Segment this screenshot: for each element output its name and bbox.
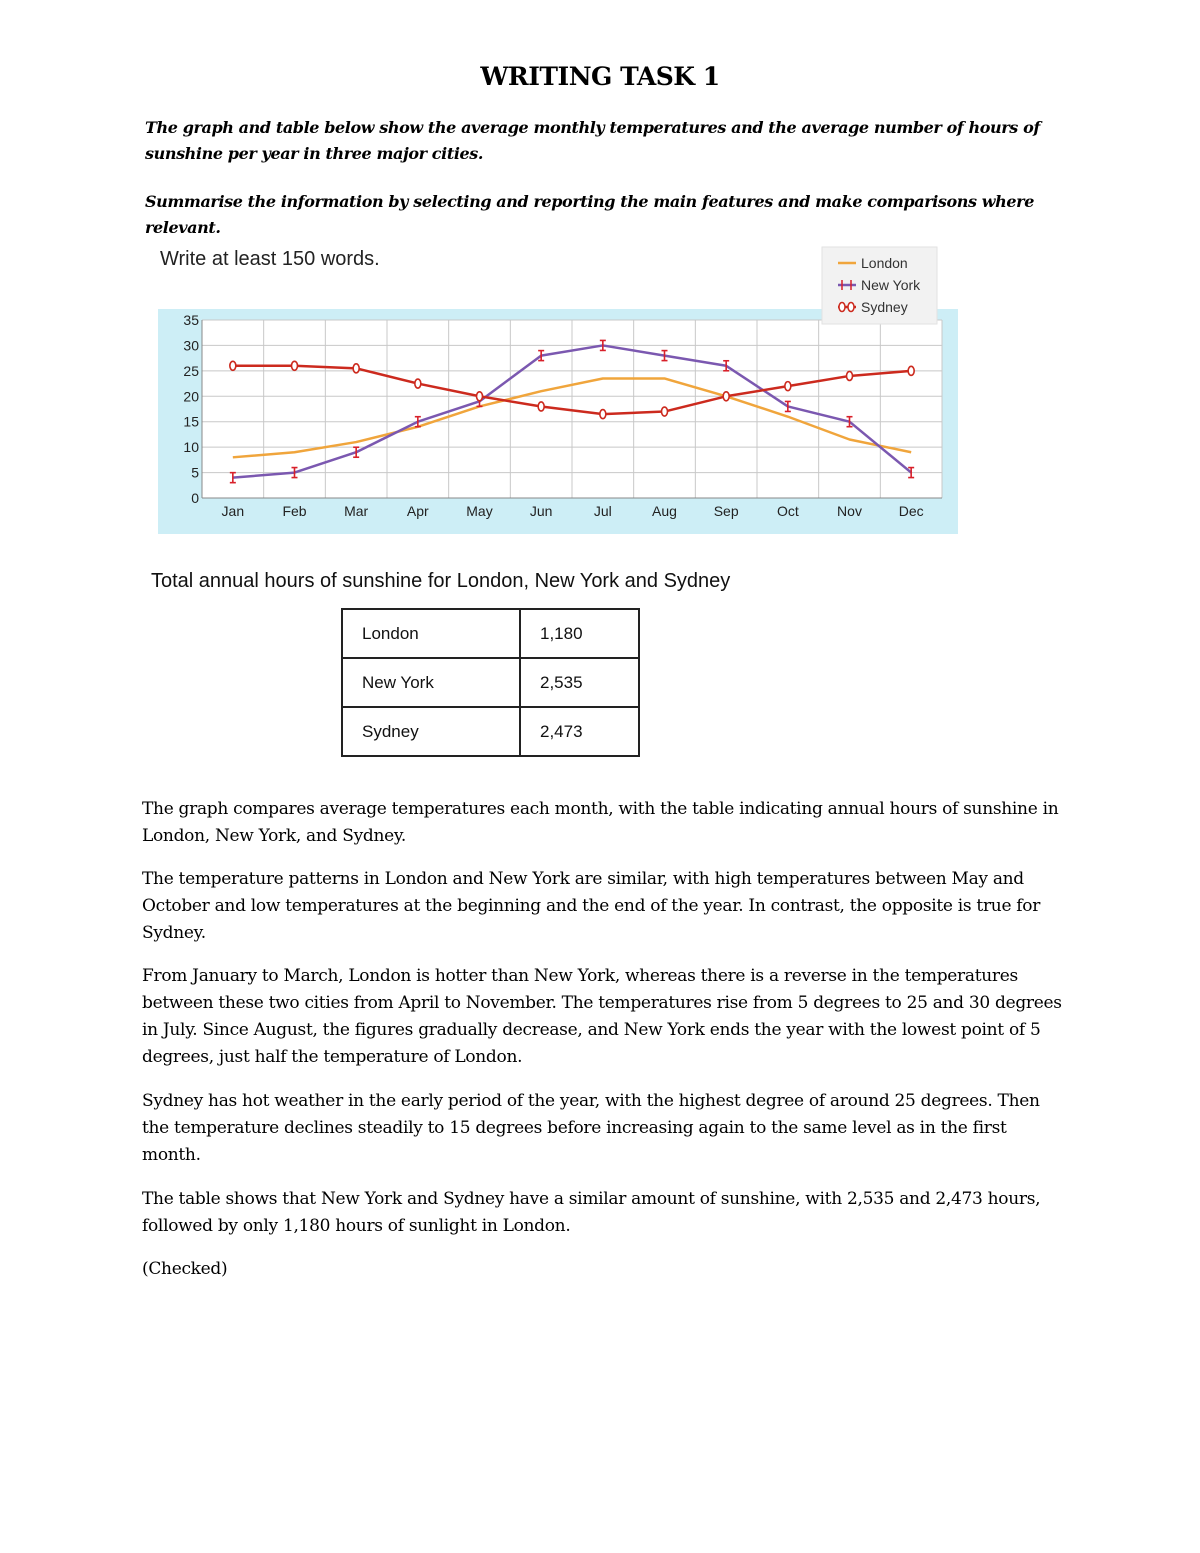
y-tick-label: 15 <box>183 413 199 430</box>
table-row <box>342 707 639 756</box>
page-title: WRITING TASK 1 <box>480 62 720 91</box>
data-point-sydney <box>662 407 668 416</box>
paragraph: The graph compares average temperatures each month, with the table indicating annual hours of sunshine in London, New York, and Sydney. <box>142 799 1059 846</box>
x-tick-label: Nov <box>837 503 862 519</box>
data-point-sydney <box>230 361 236 370</box>
y-tick-label: 25 <box>183 362 199 379</box>
data-point-sydney <box>292 361 298 370</box>
task-instruction: Summarise the information by selecting and reporting the main features and make comparisons where relevant. <box>145 192 1034 237</box>
y-tick-label: 10 <box>183 439 199 456</box>
data-point-sydney <box>723 392 729 401</box>
paragraph: Sydney has hot weather in the early period of the year, with the highest degree of around 25 degrees. Then the temperature declines steadily to 15 degrees before increasing again to the same level as in the first month. <box>142 1091 1040 1165</box>
data-point-sydney <box>785 382 791 391</box>
data-point-sydney <box>415 379 421 388</box>
x-tick-label: Apr <box>406 503 429 519</box>
table-cell-hours: 2,473 <box>520 707 639 756</box>
paragraph: From January to March, London is hotter than New York, whereas there is a reverse in the temperatures between these two cities from April to November. The temperatures rise from 5 degrees to 25 and 30 degrees in July. Since August, the figures gradually decrease, and New York ends the year with the lowest point of 5 degrees, just half the temperature of London. <box>142 966 1062 1067</box>
y-tick-label: 20 <box>183 388 199 405</box>
data-point-sydney <box>353 364 359 373</box>
table-row <box>342 658 639 707</box>
y-tick-label: 35 <box>183 312 199 328</box>
y-tick-label: 30 <box>183 337 199 354</box>
word-count-text: Write at least 150 words. <box>160 248 380 270</box>
paragraph: (Checked) <box>142 1259 228 1279</box>
x-tick-label: Dec <box>898 503 924 519</box>
table-cell-hours: 2,535 <box>520 658 639 707</box>
x-tick-label: Oct <box>776 503 799 519</box>
legend-label-london: London <box>861 255 908 271</box>
legend-label-new-york: New York <box>861 277 921 293</box>
data-point-sydney <box>538 402 544 411</box>
sunshine-table <box>341 608 640 757</box>
chart-legend <box>822 247 937 324</box>
paragraph: The table shows that New York and Sydney have a similar amount of sunshine, with 2,535 and 2,473 hours, followed by only 1,180 hours of sunlight in London. <box>142 1189 1041 1236</box>
data-point-sydney <box>847 371 853 380</box>
table-cell-hours: 1,180 <box>520 609 639 658</box>
table-row <box>342 609 639 658</box>
table-cell-city: New York <box>342 658 520 707</box>
paragraph: The temperature patterns in London and New York are similar, with high temperatures between May and October and low temperatures at the beginning and the end of the year. In contrast, the opposite is true for Sydney. <box>142 869 1041 943</box>
x-tick-label: Mar <box>344 503 369 519</box>
table-cell-city: Sydney <box>342 707 520 756</box>
y-tick-label: 0 <box>191 490 199 506</box>
task-prompt: The graph and table below show the average monthly temperatures and the average number of hours of sunshine per year in three major cities. <box>145 118 1040 163</box>
legend-marker <box>839 303 845 312</box>
legend-label-sydney: Sydney <box>861 299 908 315</box>
x-tick-label: Feb <box>282 503 307 519</box>
legend-marker <box>848 303 854 312</box>
x-tick-label: Aug <box>652 503 677 519</box>
data-point-sydney <box>908 366 914 375</box>
x-tick-label: Sep <box>713 503 739 519</box>
table-cell-city: London <box>342 609 520 658</box>
temperature-line-chart <box>145 243 965 536</box>
x-tick-label: May <box>466 503 493 519</box>
x-tick-label: Jan <box>221 503 245 519</box>
y-tick-label: 5 <box>191 464 199 481</box>
data-point-sydney <box>600 410 606 419</box>
table-title: Total annual hours of sunshine for London, New York and Sydney <box>151 570 731 592</box>
x-tick-label: Jun <box>529 503 553 519</box>
data-point-sydney <box>477 392 483 401</box>
x-tick-label: Jul <box>593 503 612 519</box>
